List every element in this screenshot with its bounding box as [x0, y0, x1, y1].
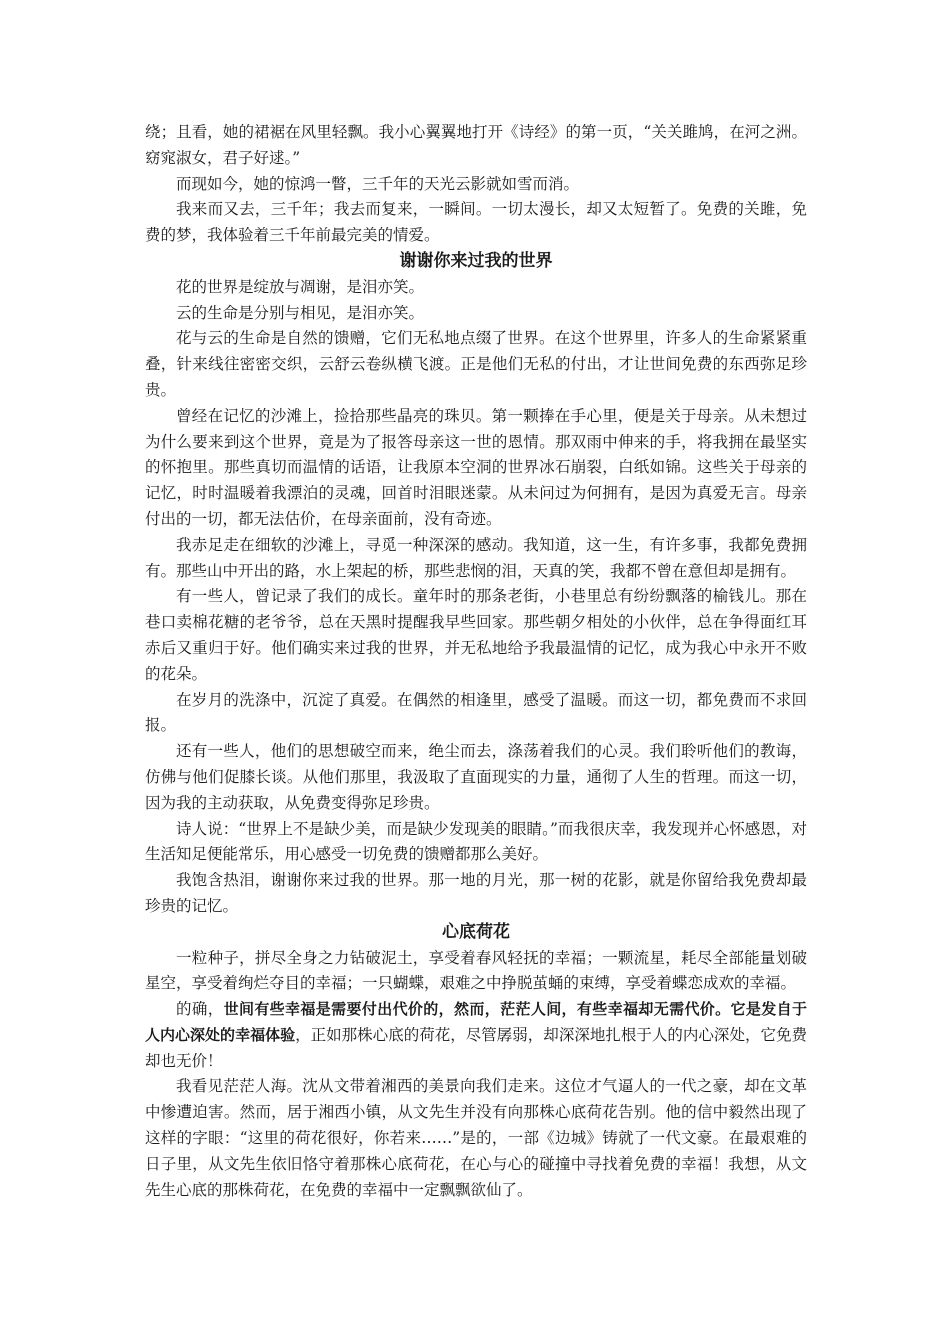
paragraph: 一粒种子，拼尽全身之力钻破泥土，享受着春风轻抚的幸福；一颗流星，耗尽全部能量划破星空，享受着绚烂夺目的幸福；一只蝴蝶，艰难之中挣脱茧蛹的束缚，享受着蝶恋成欢的幸福。	[145, 948, 807, 993]
paragraph: 有一些人，曾记录了我们的成长。童年时的那条老街，小巷里总有纷纷飘落的榆钱儿。那在巷口卖棉花糖的老爷爷，总在天黑时提醒我早些回家。那些朝夕相处的小伙伴，总在争得面红耳赤后又重归于好。他们确实来过我的世界，并无私地给予我最温情的记忆，成为我心中永开不败的花朵。	[145, 587, 807, 683]
paragraph: 我来而又去，三千年；我去而复来，一瞬间。一切太漫长，却又太短暂了。免费的关雎，免费的梦，我体验着三千年前最完美的情爱。	[145, 200, 807, 245]
paragraph-tail: ，正如那株心底的荷花，尽管孱弱，却深深地扎根于人的内心深处，它免费却也无价！	[145, 1025, 807, 1070]
paragraph-with-emphasis	[145, 997, 807, 1074]
emphasis-text: 世间有些幸福是需要付出代价的，然而，茫茫人间，有些幸福却无需代价。它是发自于人内心深处的幸福体验	[145, 1000, 807, 1044]
paragraph: 还有一些人，他们的思想破空而来，绝尘而去，涤荡着我们的心灵。我们聆听他们的教诲，仿佛与他们促膝长谈。从他们那里，我汲取了直面现实的力量，通彻了人生的哲理。而这一切，因为我的主动获取，从免费变得弥足珍贵。	[145, 742, 807, 812]
paragraph: 我看见茫茫人海。沈从文带着湘西的美景向我们走来。这位才气逼人的一代之豪，却在文革中惨遭迫害。然而，居于湘西小镇，从文先生并没有向那株心底荷花告别。他的信中毅然出现了这样的字眼：“这里的荷花很好，你若来……”是的，一部《边城》铸就了一代文豪。在最艰难的日子里，从文先生依旧恪守着那株心底荷花，在心与心的碰撞中寻找着免费的幸福！我想，从文先生心底的那株荷花，在免费的幸福中一定飘飘欲仙了。	[145, 1077, 807, 1199]
paragraph: 曾经在记忆的沙滩上，捡拾那些晶亮的珠贝。第一颗捧在手心里，便是关于母亲。从未想过为什么要来到这个世界，竟是为了报答母亲这一世的恩情。那双雨中伸来的手，将我拥在最坚实的怀抱里。那些真切而温情的话语，让我原本空洞的世界冰石崩裂，白纸如锦。这些关于母亲的记忆，时时温暖着我漂泊的灵魂，回首时泪眼迷蒙。从未问过为何拥有，是因为真爱无言。母亲付出的一切，都无法估价，在母亲面前，没有奇迹。	[145, 406, 807, 528]
paragraph: 花与云的生命是自然的馈赠，它们无私地点缀了世界。在这个世界里，许多人的生命紧紧重叠，针来线往密密交织，云舒云卷纵横飞渡。正是他们无私的付出，才让世间免费的东西弥足珍贵。	[145, 329, 807, 399]
paragraph: 我赤足走在细软的沙滩上，寻觅一种深深的感动。我知道，这一生，有许多事，我都免费拥有。那些山中开出的路，水上架起的桥，那些悲悯的泪，天真的笑，我都不曾在意但却是拥有。	[145, 535, 807, 580]
paragraph-lead: 的确，	[176, 1000, 224, 1019]
paragraph: 诗人说：“世界上不是缺少美，而是缺少发现美的眼睛。”而我很庆幸，我发现并心怀感恩，对生活知足便能常乐，用心感受一切免费的馈赠都那么美好。	[145, 819, 807, 864]
paragraph: 而现如今，她的惊鸿一瞥，三千年的天光云影就如雪而消。	[176, 174, 580, 193]
paragraph: 我饱含热泪，谢谢你来过我的世界。那一地的月光，那一树的花影，就是你留给我免费却最珍贵的记忆。	[145, 871, 807, 915]
document-page	[145, 120, 807, 1203]
paragraph: 在岁月的洗涤中，沉淀了真爱。在偶然的相逢里，感受了温暖。而这一切，都免费而不求回报。	[145, 690, 807, 735]
paragraph: 云的生命是分别与相见，是泪亦笑。	[176, 303, 425, 322]
paragraph: 绕；且看，她的裙裾在风里轻飘。我小心翼翼地打开《诗经》的第一页，“关关雎鸠，在河之洲。窈窕淑女，君子好逑。”	[145, 123, 807, 167]
paragraph: 花的世界是绽放与凋谢，是泪亦笑。	[176, 277, 425, 296]
section-title: 谢谢你来过我的世界	[399, 250, 553, 271]
section-title: 心底荷花	[442, 921, 510, 942]
